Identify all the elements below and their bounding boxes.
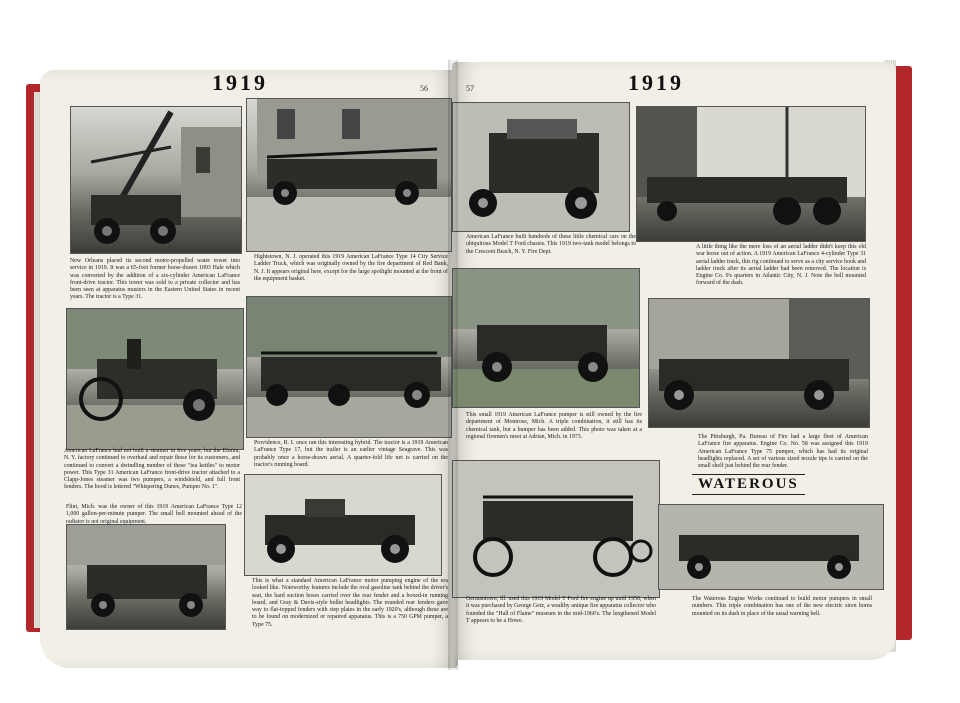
photo-pittsburgh-pumper [648, 298, 870, 428]
photo-standard-pumper [244, 474, 442, 576]
right-page-year: 1919 [628, 70, 684, 95]
caption-2: Hightstown, N. J. operated this 1919 American LaFrance Type 14 City Service Ladder Truck, which was originally owned by the fire department of Red Bank, N. J. It appears original here, except for the large spotlight mounted at the front of the equipment basket. [254, 254, 448, 282]
caption-5: Flint, Mich. was the owner of this 1919 American LaFrance Type 12 1,000 gallon-per-minute pumper. The small bell mounted ahead of the radiator is not original equipment. [66, 504, 242, 525]
photo-flint-pumper [66, 524, 226, 630]
caption-r1: American LaFrance built hundreds of these little chemical cars on the ubiquitous Model T Ford chassis. This 1919 two-tank model belongs to the Crescent Beach, N. Y. Fire Dept. [466, 234, 636, 255]
caption-4: Providence, R. I. once ran this interesting hybrid. The tractor is a 1919 American LaFrance Type 17, but the trailer is an earlier vintage Seagrave. This was probably once a horse-drawn aerial. A quarter-fold life net is carried on the tractor's running board. [254, 440, 448, 468]
photo-waterous-pumper [658, 504, 884, 590]
fire-apparatus-illustration [659, 505, 883, 589]
fire-apparatus-illustration [649, 299, 869, 427]
fire-apparatus-illustration [453, 461, 659, 597]
caption-r3: This small 1919 American LaFrance pumper is still owned by the fire department of Montrose, Mich. A triple combination, it still has its chemical tank, but a bumper has been added. This photo was taken at a regional firemen's meet at Adrian, Mich. in 1973. [466, 412, 642, 440]
photo-ladder-truck [246, 98, 452, 252]
waterous-banner: WATEROUS [692, 474, 805, 495]
caption-6: This is what a standard American LaFrance motor pumping engine of the era looked like. Noteworthy features include the oval gasoline tank behind the driver's seat, the hard suction hoses carried over the rear fender and a boxed-in running board, and Gray & Davis-style bullet headlights. The rounded rear fenders gave way to flat-topped fenders with step plates in the early 1920's, although these are to be found on modernized or repaired apparatus. This is a 750 GPM pumper, a Type 75. [252, 578, 448, 628]
right-page [452, 62, 896, 660]
photo-germantown-model-t [452, 460, 660, 598]
photo-hybrid-tractor [246, 296, 452, 438]
caption-r6: The Waterous Engine Works continued to build motor pumpers in small numbers. This triple combination has one of the new electric siren horns mounted on its dash in place of the usual warning bell. [692, 596, 872, 617]
photo-water-tower [70, 106, 242, 254]
fire-apparatus-illustration [247, 99, 451, 251]
caption-r4: The Pittsburgh, Pa. Bureau of Fire had a large fleet of American LaFrance fire apparatus. Engine Co. No. 58 was assigned this 1919 American LaFrance Type 75 pumper, which has had its original headlights replaced. A set of various sized nozzle tips is carried on the small shelf just behind the rear fender. [698, 434, 868, 470]
left-page-number: 56 [420, 84, 428, 93]
caption-3: American LaFrance had not built a steamer in five years, but the Elmira, N. Y. factory continued to overhaul and repair those for its customers, and continued to convert a dwindling number of these "tea kettles" to motor power. This Type 31 American LaFrance front-drive tractor attached to a Clapp-Jones steamer was two pumpers, a windshield, and full front fenders. The hood is lettered "Whispering Dunes, Pumper No. 1". [64, 448, 240, 491]
fire-apparatus-illustration [453, 103, 629, 231]
fire-apparatus-illustration [247, 297, 451, 437]
caption-1: New Orleans placed its second motor-propelled water tower into service in 1919. It was a 65-foot former horse-drawn 1893 Hale which was converted by the addition of a six-cylinder American LaFrance front-drive tractor. This tower was sold to a private collector and has been seen at apparatus musters in the Eastern United States in recent years. The tractor is a Type 31. [70, 258, 240, 301]
photo-aerial-ladder [636, 106, 866, 242]
fire-apparatus-illustration [637, 107, 865, 241]
fire-apparatus-illustration [67, 525, 225, 629]
left-page [40, 70, 458, 668]
right-page-number: 57 [466, 84, 474, 93]
fire-apparatus-illustration [453, 269, 639, 407]
book-gutter [448, 60, 458, 670]
photo-montrose-pumper [452, 268, 640, 408]
fire-apparatus-illustration [245, 475, 441, 575]
photo-chemical-car [452, 102, 630, 232]
photo-steamer [66, 308, 244, 450]
caption-r2: A little thing like the mere loss of an aerial ladder didn't keep this old war horse out of action. A 1919 American LaFrance 4-cylinder Type 31 aerial ladder truck, this rig continued to serve as a city service hook and ladder truck after its aerial ladder had been removed. The location is Engine Co. 9's quarters in Atlantic City, N. J. Note the bell mounted forward of the dash. [696, 244, 866, 287]
fire-apparatus-illustration [71, 107, 241, 253]
left-page-year: 1919 [212, 70, 268, 95]
fire-apparatus-illustration [67, 309, 243, 449]
caption-r5: Germantown, Ill. used this 1919 Model T Ford fire engine up until 1958, when it was purchased by George Getz, a wealthy antique fire apparatus collector who founded the "Hall of Flame" museum in the mid-1960's. The lengthened Model T appears to be a Howe. [466, 596, 656, 624]
